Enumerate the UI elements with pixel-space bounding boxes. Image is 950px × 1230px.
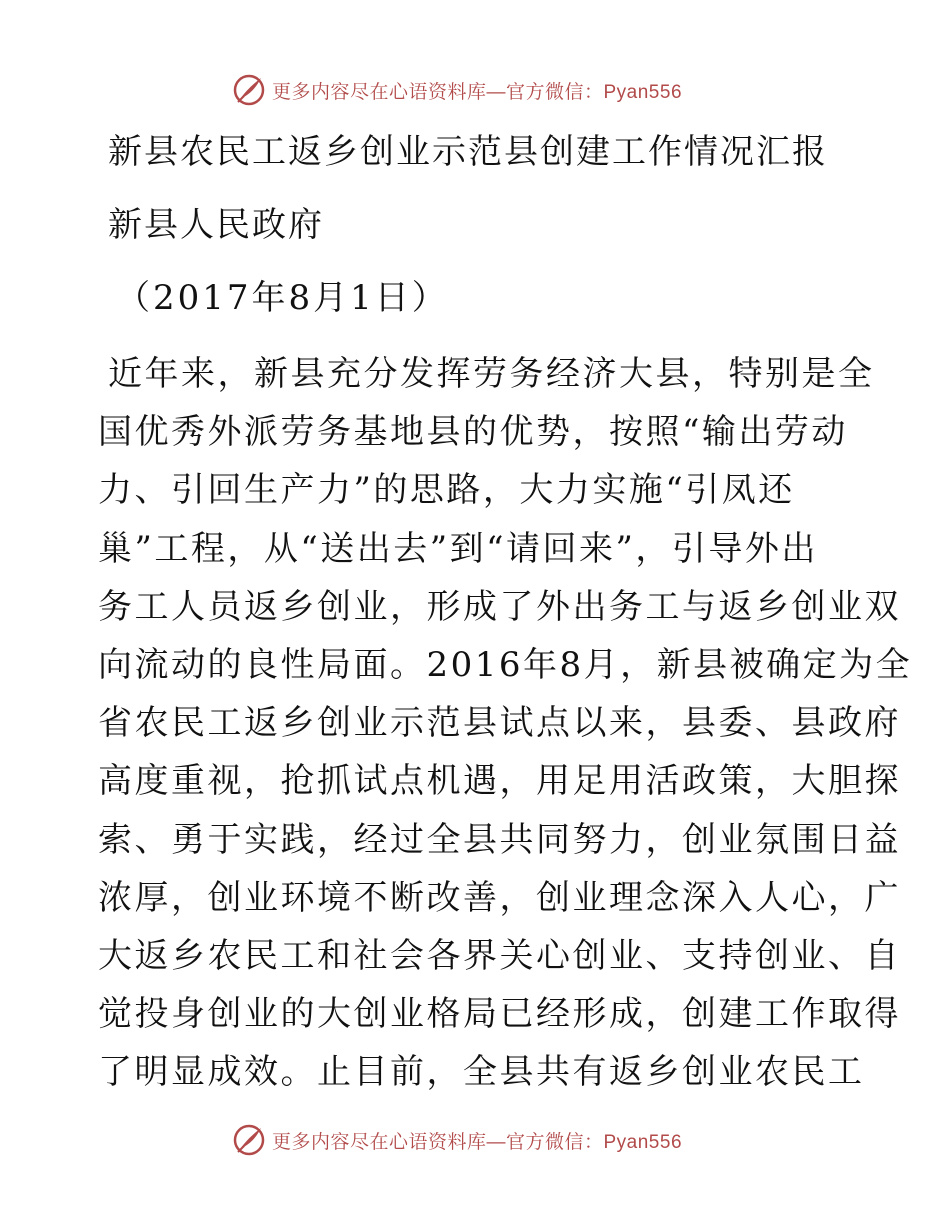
body-line: 索、勇于实践，经过全县共同努力，创业氛围日益 <box>98 819 901 860</box>
watermark-text: 更多内容尽在心语资料库—官方微信：Pyan556 <box>272 1131 683 1153</box>
body-line: 近年来，新县充分发挥劳务经济大县，特别是全 <box>108 354 875 394</box>
document-organization: 新县人民政府 <box>108 205 324 245</box>
body-line: 巢”工程，从“送出去”到“请回来”，引导外出 <box>98 528 818 569</box>
body-line: 省农民工返乡创业示范县试点以来，县委、县政府 <box>98 703 901 744</box>
body-line: 觉投身创业的大创业格局已经形成，创建工作取得 <box>98 994 901 1035</box>
body-line: 了明显成效。止目前，全县共有返乡创业农民工 <box>98 1052 865 1093</box>
watermark-footer <box>232 1122 682 1158</box>
body-line: 浓厚，创业环境不断改善，创业理念深入人心，广 <box>98 877 901 918</box>
body-line: 向流动的良性局面。2016年8月，新县被确定为全 <box>98 644 913 685</box>
feather-pen-circle-icon <box>232 73 266 107</box>
body-line: 务工人员返乡创业，形成了外出务工与返乡创业双 <box>98 586 901 627</box>
body-line: 国优秀外派劳务基地县的优势，按照“输出劳动 <box>98 412 848 453</box>
body-line: 高度重视，抢抓试点机遇，用足用活政策，大胆探 <box>98 761 901 802</box>
document-date: （2017年8月1日） <box>116 278 449 318</box>
watermark-header <box>232 72 682 108</box>
body-line: 大返乡农民工和社会各界关心创业、支持创业、自 <box>98 935 901 976</box>
feather-pen-circle-icon <box>232 1123 266 1157</box>
watermark-text: 更多内容尽在心语资料库—官方微信：Pyan556 <box>272 81 683 103</box>
document-title: 新县农民工返乡创业示范县创建工作情况汇报 <box>108 132 828 172</box>
document-body <box>98 345 913 1101</box>
body-line: 力、引回生产力”的思路，大力实施“引凤还 <box>98 470 795 511</box>
